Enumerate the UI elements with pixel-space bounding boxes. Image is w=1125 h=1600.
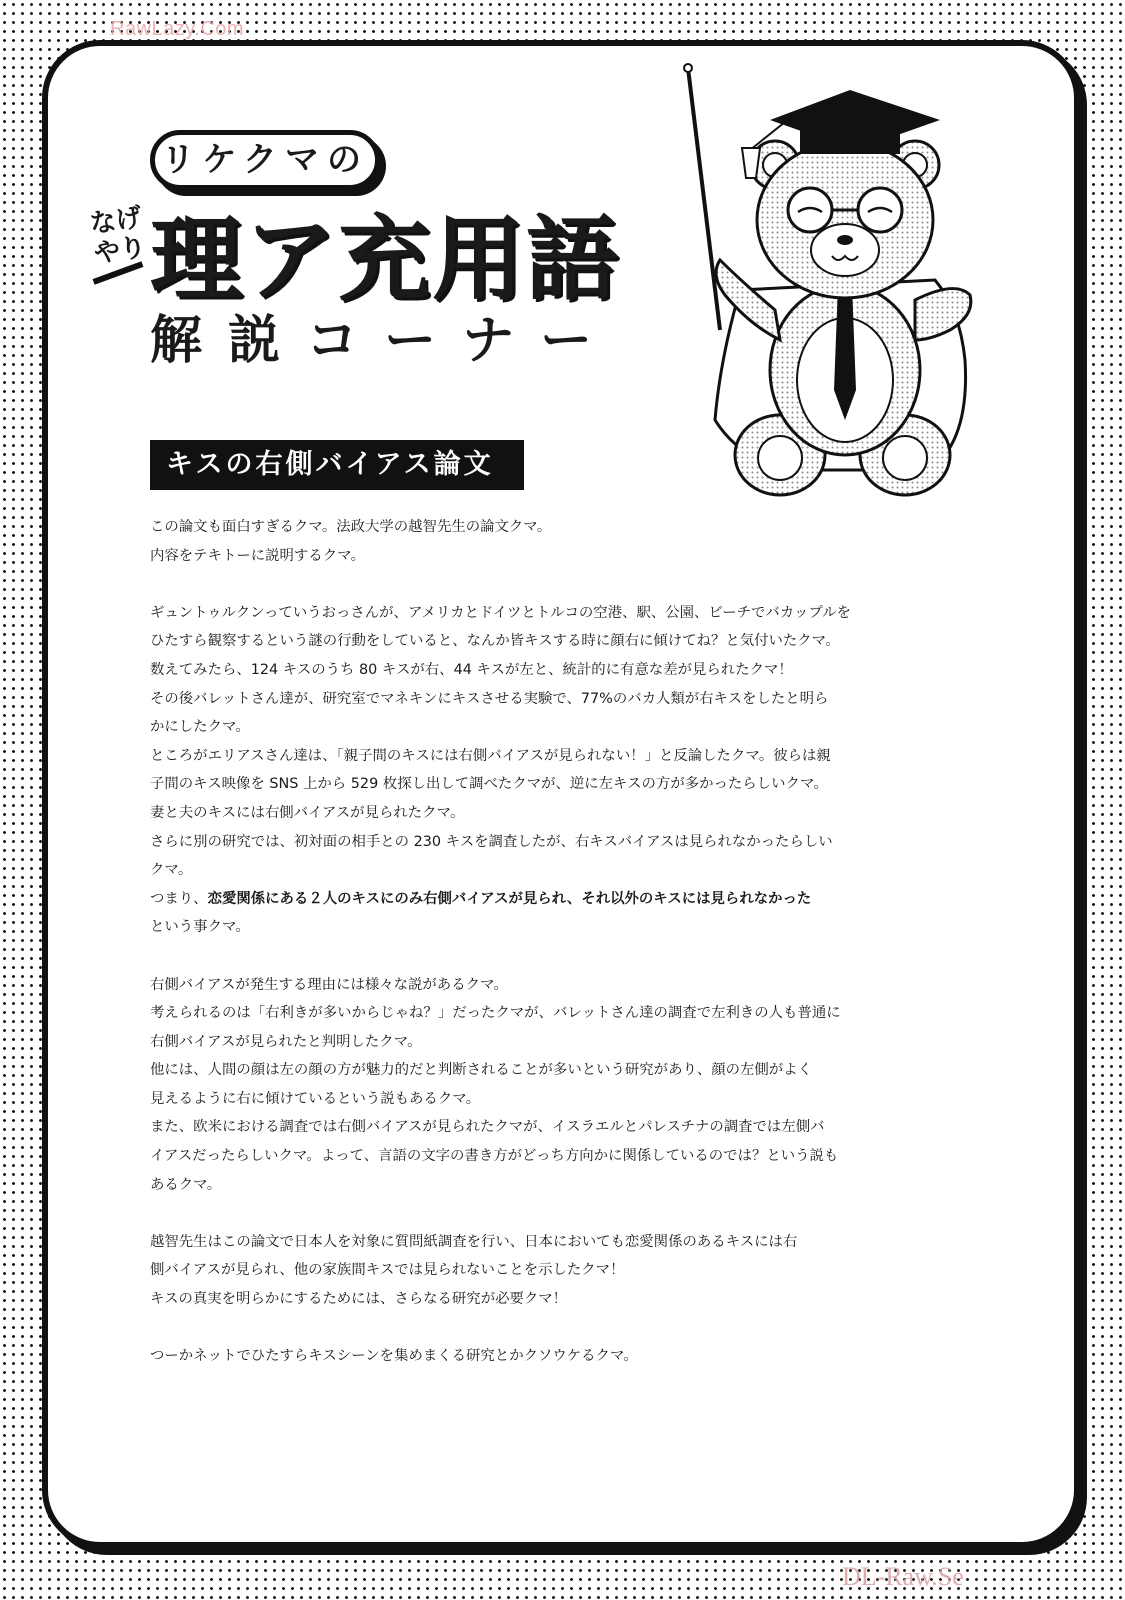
corner-title	[88, 130, 668, 370]
title-side-line-2: やり	[92, 232, 148, 270]
body-line: 右側バイアスが発生する理由には様々な説があるクマ。	[150, 976, 508, 993]
body-line: つーかネットでひたすらキスシーンを集めまくる研究とかクソウケるクマ。	[150, 1348, 638, 1365]
body-line: 数えてみたら、124 キスのうち 80 キスが右、44 キスが左と、統計的に有意な差が見られたクマ！	[150, 661, 793, 678]
section-title: キスの右側バイアス論文	[150, 440, 524, 490]
body-line: 子間のキス映像を SNS 上から 529 枚探し出して調べたクマが、逆に左キスの方が多かったらしいクマ。	[150, 776, 828, 793]
body-line: かにしたクマ。	[150, 719, 250, 736]
body-line: また、欧米における調査では右側バイアスが見られたクマが、イスラエルとパレスチナの調査では左側バ	[150, 1119, 825, 1136]
body-line: ひたすら観察するという謎の行動をしていると、なんか皆キスする時に顔右に傾けてね？と気付いたクマ。	[150, 633, 840, 650]
body-line: クマ。	[150, 862, 193, 879]
body-line: あるクマ。	[150, 1176, 222, 1193]
title-side-line-1: なげ	[88, 202, 144, 240]
watermark-top: RawLazy.Com	[110, 18, 245, 40]
body-line: という事クマ。	[150, 919, 250, 936]
body-line: イアスだったらしいクマ。よって、言語の文字の書き方がどっち方向かに関係しているのでは？という説も	[150, 1148, 839, 1165]
title-top-badge: リケクマの	[150, 130, 380, 190]
body-line: ところがエリアスさん達は、「親子間のキスには右側バイアスが見られない！」と反論したクマ。彼らは親	[150, 747, 831, 764]
body-line: 妻と夫のキスには右側バイアスが見られたクマ。	[150, 804, 465, 821]
body-line: さらに別の研究では、初対面の相手との 230 キスを調査したが、右キスバイアスは見られなかったらしい	[150, 833, 833, 850]
bear-professor-illustration	[680, 60, 980, 500]
body-line: 内容をテキトーに説明するクマ。	[150, 547, 365, 564]
body-line: キスの真実を明らかにするためには、さらなる研究が必要クマ！	[150, 1291, 568, 1308]
paragraph-gap	[150, 942, 962, 971]
body-line: 側バイアスが見られ、他の家族間キスでは見られないことを示したクマ！	[150, 1262, 625, 1279]
paragraph-gap	[150, 1199, 962, 1228]
body-line: 越智先生はこの論文で日本人を対象に質問紙調査を行い、日本においても恋愛関係のあるキスには右	[150, 1233, 798, 1250]
body-line: この論文も面白すぎるクマ。法政大学の越智先生の論文クマ。	[150, 519, 552, 535]
emphasis-bold: 恋愛関係にある２人のキスにのみ右側バイアスが見られ、それ以外のキスには見られなかった	[207, 890, 812, 907]
body-line: 他には、人間の顔は左の顔の方が魅力的だと判断されることが多いという研究があり、顔の左側がよく	[150, 1062, 812, 1079]
title-side-label	[84, 202, 152, 270]
bear-professor-icon	[680, 60, 980, 500]
paragraph-gap	[150, 570, 962, 599]
body-line: ギュントゥルクンっていうおっさんが、アメリカとドイツとトルコの空港、駅、公園、ビーチでバカップルを	[150, 604, 852, 621]
title-sub: 解説コーナー	[150, 311, 619, 371]
body-line: その後バレットさん達が、研究室でマネキンにキスさせる実験で、77%のバカ人類が右キスをしたと明ら	[150, 690, 829, 707]
title-main: 理ア充用語	[150, 206, 621, 313]
watermark-bottom: DL-Raw.Se	[842, 1562, 964, 1591]
body-line: 右側バイアスが見られたと判明したクマ。	[150, 1033, 422, 1050]
paragraph-gap	[150, 1314, 962, 1343]
body-line-emphasis	[150, 885, 962, 914]
body-text	[150, 513, 962, 1371]
body-line: 見えるように右に傾けているという説もあるクマ。	[150, 1090, 481, 1107]
emphasis-prefix: つまり、	[150, 890, 208, 907]
body-line: 考えられるのは「右利きが多いからじゃね？」だったクマが、バレットさん達の調査で左利きの人も普通に	[150, 1005, 841, 1022]
